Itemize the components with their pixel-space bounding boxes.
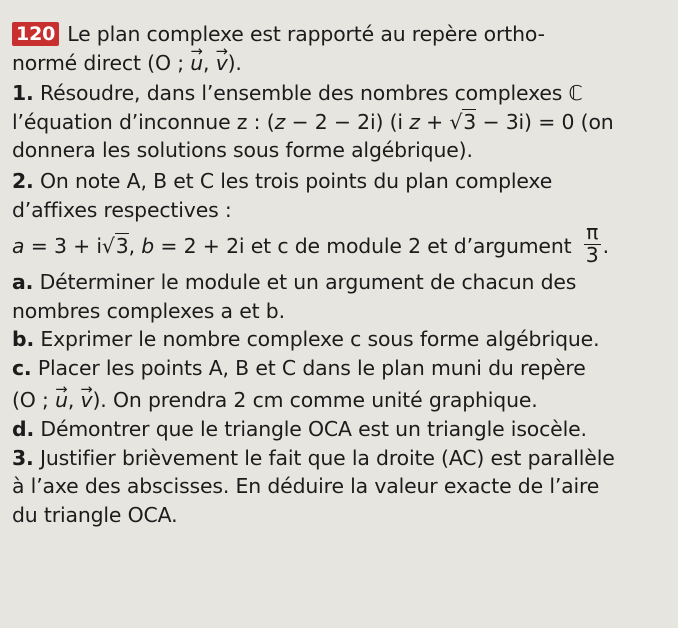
- q2a-line-2: [12, 297, 658, 326]
- q2c-line-1: [12, 354, 658, 383]
- q2-line-2: [12, 196, 658, 225]
- q3-line-1: [12, 444, 658, 473]
- q2c-frame: (O ; → u, → v).: [12, 388, 107, 412]
- q2c-line-2: [12, 386, 658, 415]
- q2-text-3: et c de module 2 et d’argument: [250, 234, 572, 259]
- q2b-label: b.: [12, 327, 35, 352]
- q2-text-2: d’affixes respectives :: [12, 197, 232, 222]
- q3-number: 3.: [12, 445, 34, 470]
- argument-denominator: 3: [585, 242, 599, 267]
- q2d-text-1: Démontrer que le triangle OCA est un triangle isocèle.: [40, 416, 587, 441]
- q2d-line-1: [12, 415, 658, 444]
- argument-numerator: π: [584, 222, 601, 244]
- q2-number: 2.: [12, 168, 34, 193]
- q2b-text-1: Exprimer le nombre complexe c sous forme algébrique.: [40, 327, 600, 352]
- intro-line-2: normé direct: [12, 50, 141, 75]
- q1-line-1: [12, 79, 658, 108]
- q3-line-2: [12, 472, 658, 501]
- q2d-label: d.: [12, 416, 35, 441]
- q1-text-2-post: (on: [580, 109, 614, 134]
- q1-number: 1.: [12, 81, 34, 106]
- q2a-label: a.: [12, 270, 34, 294]
- q2b-line-1: [12, 325, 658, 354]
- q2c-text-1: Placer les points A, B et C dans le plan muni du repère: [37, 355, 586, 380]
- q2a-line-1: [12, 268, 658, 297]
- q3-text-1: Justifier brièvement le fait que la droite (AC) est parallèle: [39, 445, 615, 470]
- q1-text-3: donnera les solutions sous forme algébrique).: [12, 138, 473, 163]
- q3-text-2: à l’axe des abscisses. En déduire la valeur exacte de l’aire: [12, 474, 600, 499]
- q2a-text-2: nombres complexes a et b.: [12, 298, 285, 323]
- q1-text-2: l’équation d’inconnue z :: [12, 109, 261, 134]
- exercise-header: [12, 20, 658, 49]
- q2-line-3: a = 3 + i√3, b = 2 + 2i et c de module 2 et d’argument $\frac{\pi}{3}$ .: [12, 220, 609, 267]
- q2c-label: c.: [12, 355, 32, 380]
- q1-text-1: Résoudre, dans l’ensemble des nombres complexes ℂ: [39, 81, 583, 106]
- q1-equation: (z − 2 − 2i) (i z + √3 − 3i) = 0: [266, 109, 575, 134]
- exercise-number-badge: 120: [12, 22, 59, 46]
- q2-affixes: a = 3 + i√3, b = 2 + 2i: [12, 234, 245, 259]
- q1-line-3: [12, 136, 658, 165]
- q1-line-2: [12, 108, 658, 137]
- intro-line-2-row: [12, 49, 658, 78]
- q2-line-1: [12, 167, 658, 196]
- q3-line-3: [12, 501, 658, 530]
- intro-line-1: Le plan complexe est rapporté au repère ortho-: [67, 22, 545, 46]
- argument-fraction: [584, 222, 601, 266]
- q2a-text-1: Déterminer le module et un argument de chacun des: [39, 270, 577, 294]
- frame-notation: (O ; → u, → v).: [147, 51, 242, 75]
- q2c-text-2: On prendra 2 cm comme unité graphique.: [112, 388, 538, 413]
- q2-text-1: On note A, B et C les trois points du plan complexe: [39, 168, 553, 193]
- q3-text-3: du triangle OCA.: [12, 502, 178, 527]
